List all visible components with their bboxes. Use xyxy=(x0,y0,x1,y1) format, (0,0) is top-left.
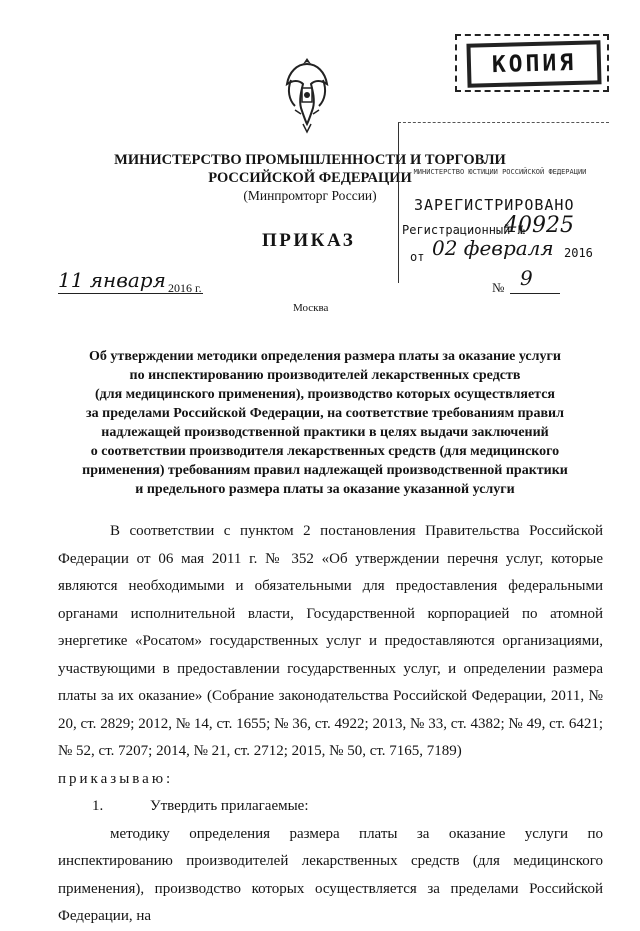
method-paragraph: методику определения размера платы за оказание услуги по инспектированию производителей лекарственных средств (для медицинского применения), производство которых осуществляется за пределами Российской Федерации, на xyxy=(58,825,603,924)
order-subject xyxy=(75,347,575,499)
order-word: приказываю: xyxy=(58,770,174,787)
registration-date-year: 2016 xyxy=(564,246,593,260)
order-number-label: № xyxy=(492,280,505,295)
registration-number-label: Регистрационный № xyxy=(402,223,525,237)
subject-line: по инспектированию производителей лекарственных средств xyxy=(129,368,521,383)
subject-line: (для медицинского применения), производство которых осуществляется xyxy=(94,387,556,402)
order-body xyxy=(58,518,603,931)
number-underline xyxy=(510,293,560,294)
registration-stamp-ministry: МИНИСТЕРСТВО ЮСТИЦИИ РОССИЙСКОЙ ФЕДЕРАЦИИ xyxy=(413,168,587,176)
subject-line: за пределами Российской Федерации, на соответствие требованиям правил xyxy=(86,406,564,421)
preamble-paragraph: В соответствии с пунктом 2 постановления Правительства Российской Федерации от 06 мая 2011 г. № 352 «Об утверждении перечня услуг, которые являются необходимыми и обязательными для предоставления федеральными органами исполнительной власти, Государственной корпорацией по атомной энергетике «Росатом» государственных услуг и предоставляются организациями, участвующими в предоставлении государственных услуг, и определении размера платы за их оказание» (Собрание законодательства Российской Федерации, 2011, № 20, ст. 2829; 2012, № 14, ст. 1655; № 36, ст. 4922; 2013, № 33, ст. 4382; № 49, ст. 6421; № 52, ст. 7207; 2014, № 21, ст. 2712; 2015, № 50, ст. 7165, 7189) xyxy=(58,523,603,759)
ministry-line-2: РОССИЙСКОЙ ФЕДЕРАЦИИ xyxy=(208,170,412,186)
order-item-1-number: 1. xyxy=(92,798,104,814)
ministry-short-name: (Минпромторг России) xyxy=(243,188,377,203)
date-underline xyxy=(58,293,203,294)
subject-line: надлежащей производственной практики в целях выдачи заключений xyxy=(101,425,549,440)
registration-number-value: 40925 xyxy=(504,213,574,238)
order-date-handwritten: 11 января xyxy=(58,268,166,292)
coat-of-arms-emblem xyxy=(283,50,331,140)
order-date-year: 2016 г. xyxy=(168,281,202,295)
subject-line: и предельного размера платы за оказание указанной услуги xyxy=(135,482,515,497)
registration-date-value: 02 февраля xyxy=(432,236,554,260)
order-number-handwritten: 9 xyxy=(520,266,533,290)
registration-stamp-title: ЗАРЕГИСТРИРОВАНО xyxy=(414,196,575,214)
order-item-1 xyxy=(58,793,603,821)
subject-line: о соответствии производителя лекарственных средств (для медицинского xyxy=(90,444,560,459)
subject-line: применения) требованиям правил надлежащей производственной практики xyxy=(82,463,568,478)
document-type: ПРИКАЗ xyxy=(262,230,356,251)
registration-date-label: от xyxy=(410,250,425,264)
copy-stamp-label: КОПИЯ xyxy=(466,40,601,87)
ministry-line-1: МИНИСТЕРСТВО ПРОМЫШЛЕННОСТИ И ТОРГОВЛИ xyxy=(114,152,506,168)
subject-line: Об утверждении методики определения размера платы за оказание услуги xyxy=(89,349,561,364)
city-name: Москва xyxy=(293,302,329,314)
order-item-1-text: Утвердить прилагаемые: xyxy=(150,798,309,814)
copy-stamp xyxy=(455,34,609,92)
